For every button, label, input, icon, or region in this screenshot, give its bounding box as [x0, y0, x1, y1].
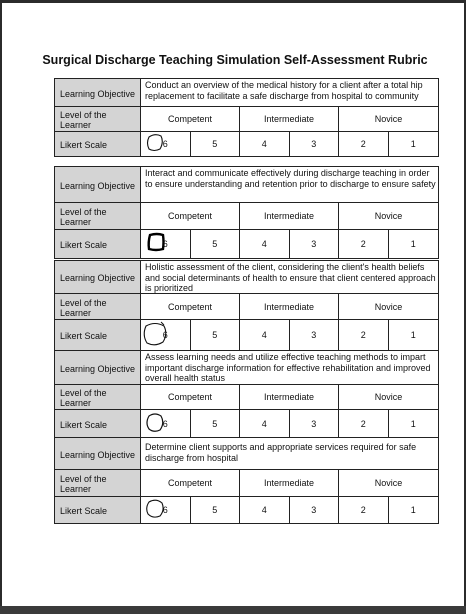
objective-text: Assess learning needs and utilize effective teaching methods to impart important discharge information for effective rehabilitation and improved overall health status — [141, 351, 438, 385]
level-row — [141, 203, 438, 230]
scale-3[interactable]: 3 — [290, 410, 340, 437]
scale-4[interactable]: 4 — [240, 230, 290, 258]
level-intermediate: Intermediate — [240, 294, 339, 319]
scale-4[interactable]: 4 — [240, 132, 290, 156]
scale-2[interactable]: 2 — [339, 230, 389, 258]
level-novice: Novice — [374, 478, 403, 488]
level-intermediate: Intermediate — [240, 203, 339, 229]
scale-4[interactable]: 4 — [240, 497, 290, 523]
level-label: Level of the Learner — [55, 203, 141, 230]
rubric-title: Surgical Discharge Teaching Simulation Self-Assessment Rubric — [42, 53, 428, 67]
scale-3[interactable]: 3 — [290, 132, 340, 156]
page-top-edge — [2, 0, 466, 3]
objective-label: Learning Objective — [55, 438, 141, 470]
objective-text: Determine client supports and appropriate services required for safe discharge from hospital — [141, 438, 438, 470]
scale-1[interactable]: 1 — [410, 239, 416, 249]
level-competent: Competent — [141, 470, 240, 496]
level-row — [141, 385, 438, 410]
scale-3[interactable]: 3 — [290, 497, 340, 523]
scale-5[interactable]: 5 — [191, 410, 241, 437]
objective-text: Holistic assessment of the client, considering the client's health beliefs and social determinants of health to ensure that client centered approach is prioritized — [141, 261, 438, 294]
scale-4[interactable]: 4 — [240, 410, 290, 437]
scale-2[interactable]: 2 — [339, 497, 389, 523]
scale-3[interactable]: 3 — [290, 230, 340, 258]
level-competent: Competent — [141, 385, 240, 409]
scale-4[interactable]: 4 — [240, 320, 290, 350]
scale-2[interactable]: 2 — [339, 320, 389, 350]
likert-label: Likert Scale — [55, 320, 141, 350]
rubric-block-5 — [54, 437, 439, 524]
page-bottom-edge — [0, 606, 466, 614]
scale-5[interactable]: 5 — [191, 320, 241, 350]
scale-5[interactable]: 5 — [191, 497, 241, 523]
scale-5[interactable]: 5 — [191, 230, 241, 258]
level-competent: Competent — [141, 107, 240, 131]
scale-3[interactable]: 3 — [290, 320, 340, 350]
level-novice: Novice — [374, 211, 403, 221]
level-label: Level of the Learner — [55, 294, 141, 320]
likert-label: Likert Scale — [55, 132, 141, 156]
rubric-block-2 — [54, 166, 439, 259]
likert-label: Likert Scale — [55, 230, 141, 258]
scale-6[interactable]: 6 — [141, 410, 191, 437]
scale-5[interactable]: 5 — [191, 132, 241, 156]
level-competent: Competent — [141, 294, 240, 319]
objective-label: Learning Objective — [55, 79, 141, 107]
rubric-block-3 — [54, 260, 439, 351]
objective-label: Learning Objective — [55, 167, 141, 203]
level-row — [141, 470, 438, 497]
scale-1[interactable]: 1 — [410, 139, 416, 149]
level-novice: Novice — [374, 114, 403, 124]
level-row — [141, 294, 438, 320]
rubric-block-1 — [54, 78, 439, 157]
scale-6[interactable]: 6 — [141, 132, 191, 156]
likert-label: Likert Scale — [55, 410, 141, 437]
scale-1[interactable]: 1 — [410, 330, 416, 340]
objective-text: Interact and communicate effectively during discharge teaching in order to ensure understanding and retention prior to discharge to ensure safety — [141, 167, 438, 203]
scale-1[interactable]: 1 — [410, 505, 416, 515]
objective-text: Conduct an overview of the medical history for a client after a total hip replacement to facilitate a safe discharge from hospital to community — [141, 79, 438, 107]
scale-6[interactable]: 6 — [141, 230, 191, 258]
scale-2[interactable]: 2 — [339, 132, 389, 156]
likert-scale-row — [141, 230, 438, 258]
likert-label: Likert Scale — [55, 497, 141, 523]
level-intermediate: Intermediate — [240, 385, 339, 409]
scale-1[interactable]: 1 — [410, 418, 416, 429]
likert-scale-row — [141, 410, 438, 437]
level-row — [141, 107, 438, 132]
likert-scale-row — [141, 132, 438, 156]
scale-2[interactable]: 2 — [339, 410, 389, 437]
scale-6[interactable]: 6 — [141, 497, 191, 523]
likert-scale-row — [141, 497, 438, 523]
objective-label: Learning Objective — [55, 351, 141, 385]
level-label: Level of the Learner — [55, 385, 141, 410]
level-novice: Novice — [374, 392, 403, 402]
scale-6[interactable]: 6 — [141, 320, 191, 350]
objective-label: Learning Objective — [55, 261, 141, 294]
level-intermediate: Intermediate — [240, 470, 339, 496]
level-intermediate: Intermediate — [240, 107, 339, 131]
level-novice: Novice — [374, 301, 403, 312]
level-label: Level of the Learner — [55, 470, 141, 497]
likert-scale-row — [141, 320, 438, 350]
level-label: Level of the Learner — [55, 107, 141, 132]
level-competent: Competent — [141, 203, 240, 229]
rubric-block-4 — [54, 350, 439, 438]
